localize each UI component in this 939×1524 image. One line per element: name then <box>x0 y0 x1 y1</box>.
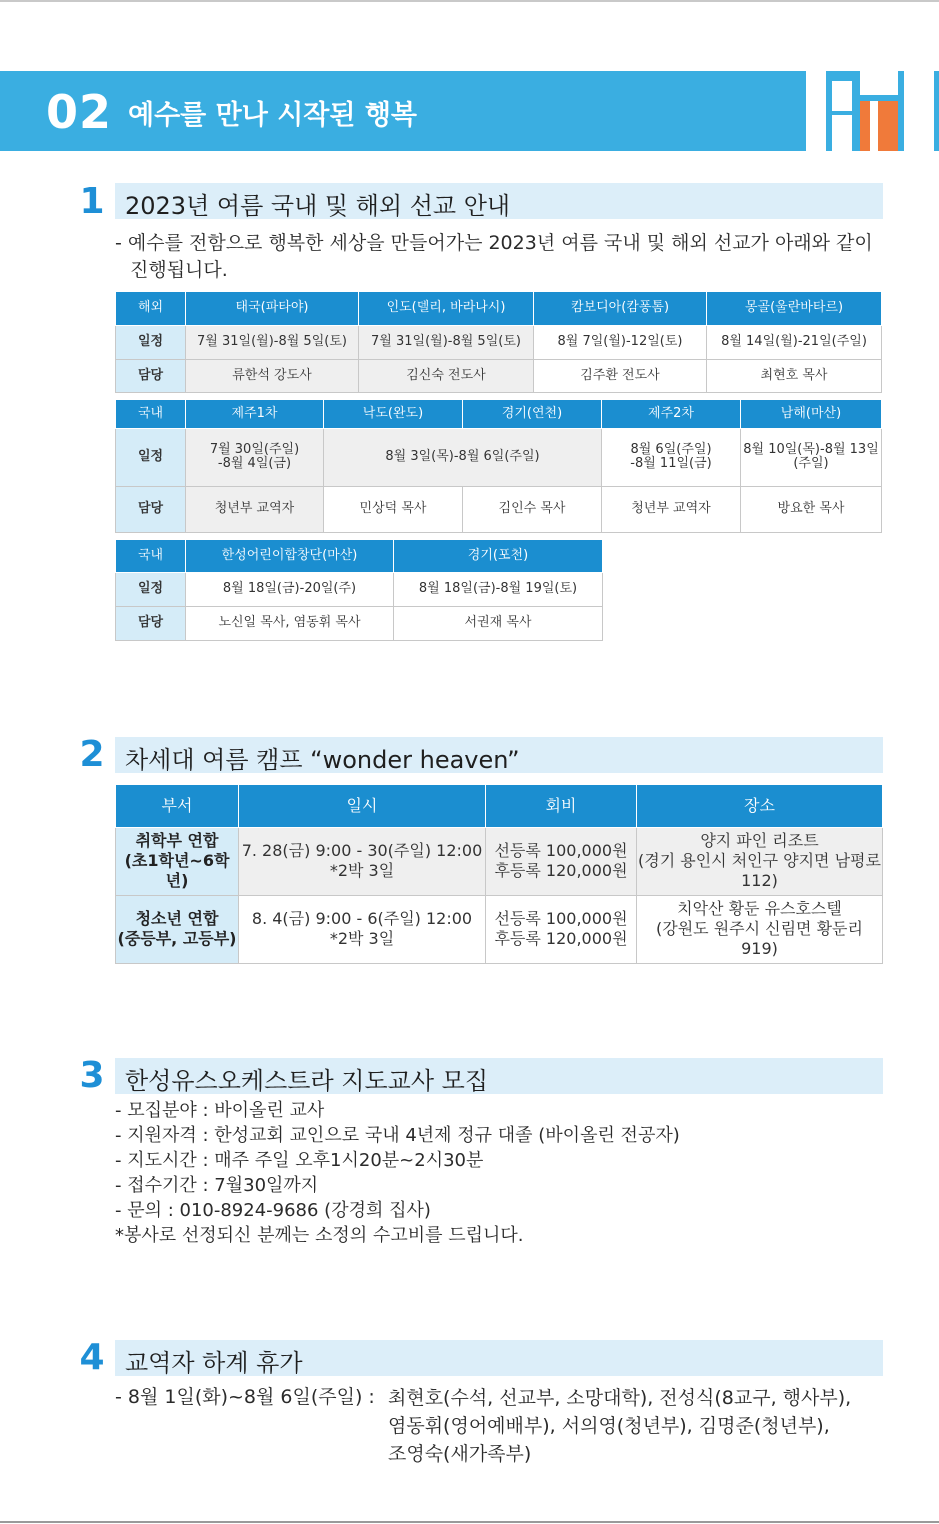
section-2-title: 차세대 여름 캠프 “wonder heaven” <box>125 746 520 774</box>
table-cell <box>637 827 883 895</box>
list-item: - 지원자격 : 한성교회 교인으로 국내 4년제 정규 대졸 (바이올린 전공자) <box>115 1125 680 1146</box>
vacation-date: - 8월 1일(화)~8월 6일(주일) : <box>115 1386 375 1408</box>
table-header-cell: 일시 <box>239 785 486 827</box>
table-header-cell: 캄보디아(캄퐁톰) <box>534 292 707 325</box>
table-cell: 8월 18일(금)-20일(주) <box>186 572 394 606</box>
table-row <box>116 827 883 895</box>
table-cell <box>239 895 486 963</box>
cell-line: (초1학년~6학년) <box>124 851 230 890</box>
domestic-mission-table <box>115 400 882 533</box>
table-header-cell: 인도(델리, 바라나시) <box>359 292 534 325</box>
table-header-row <box>116 292 882 325</box>
table-cell: 청년부 교역자 <box>186 486 324 532</box>
table-cell: 서권재 목사 <box>394 606 603 640</box>
table-cell: 김신숙 전도사 <box>359 359 534 392</box>
table-header-cell: 경기(연천) <box>463 400 602 428</box>
table-cell: 방요한 목사 <box>741 486 882 532</box>
table-header-cell: 경기(포천) <box>394 540 603 572</box>
list-item: 조영숙(새가족부) <box>388 1443 532 1465</box>
cell-line: 8월 6일(주일) <box>630 442 712 457</box>
table-row <box>116 572 603 606</box>
cell-line: (강원도 원주시 신림면 황둔리 919) <box>656 919 863 958</box>
church-logo-icon <box>800 71 939 151</box>
table-header-cell: 장소 <box>637 785 883 827</box>
table-cell: 8월 14일(월)-21일(주일) <box>707 325 882 359</box>
row-label: 일정 <box>116 325 186 359</box>
section-3-title-bar <box>115 1058 883 1094</box>
table-cell: 8월 3일(목)-8월 6일(주일) <box>324 428 602 486</box>
list-item: - 지도시간 : 매주 주일 오후1시20분~2시30분 <box>115 1150 484 1171</box>
table-cell <box>486 827 637 895</box>
vacation-staff-list <box>388 1384 851 1468</box>
cell-line: *2박 3일 <box>329 861 395 880</box>
table-row <box>116 895 883 963</box>
row-label: 담당 <box>116 486 186 532</box>
table-header-cell: 낙도(완도) <box>324 400 463 428</box>
camp-table <box>115 785 883 964</box>
table-header-cell: 태국(파타야) <box>186 292 359 325</box>
section-1-intro-line2: 진행됩니다. <box>130 259 228 281</box>
row-label <box>116 827 239 895</box>
table-header-cell: 해외 <box>116 292 186 325</box>
cell-line: 치악산 황둔 유스호스텔 <box>677 899 842 918</box>
table-cell <box>486 895 637 963</box>
table-header-row <box>116 785 883 827</box>
table-cell <box>637 895 883 963</box>
table-cell: 최현호 목사 <box>707 359 882 392</box>
table-header-cell: 몽골(울란바타르) <box>707 292 882 325</box>
list-item: 염동휘(영어예배부), 서의영(청년부), 김명준(청년부), <box>388 1415 830 1437</box>
section-2-title-bar <box>115 737 883 773</box>
section-1-title-bar <box>115 183 883 219</box>
cell-line: (중등부, 고등부) <box>117 929 237 948</box>
cell-line: (경기 용인시 처인구 양지면 남평로 112) <box>638 851 881 890</box>
table-row <box>116 606 603 640</box>
table-header-cell: 한성어린이합창단(마산) <box>186 540 394 572</box>
cell-line: 청소년 연합 <box>135 909 219 928</box>
cell-line: 취학부 연합 <box>135 831 219 850</box>
section-4-title: 교역자 하계 휴가 <box>125 1349 303 1377</box>
overseas-mission-table <box>115 292 882 393</box>
table-header-cell: 제주1차 <box>186 400 324 428</box>
cell-line: 후등록 120,000원 <box>494 929 628 948</box>
section-3-title: 한성유스오케스트라 지도교사 모집 <box>125 1067 489 1095</box>
banner-title: 예수를 만나 시작된 행복 <box>128 100 418 131</box>
banner-number: 02 <box>46 85 113 139</box>
row-label <box>116 895 239 963</box>
table-header-cell: 국내 <box>116 540 186 572</box>
table-header-cell: 남해(마산) <box>741 400 882 428</box>
table-cell: 8월 18일(금)-8월 19일(토) <box>394 572 603 606</box>
row-label: 담당 <box>116 606 186 640</box>
list-item: - 접수기간 : 7월30일까지 <box>115 1175 319 1196</box>
row-label: 일정 <box>116 572 186 606</box>
domestic-mission-table-2 <box>115 540 603 641</box>
table-cell: 8월 7일(월)-12일(토) <box>534 325 707 359</box>
table-cell: 7월 31일(월)-8월 5일(토) <box>186 325 359 359</box>
table-cell: 8월 10일(목)-8월 13일(주일) <box>741 428 882 486</box>
table-row <box>116 359 882 392</box>
row-label: 일정 <box>116 428 186 486</box>
cell-line: -8월 11일(금) <box>630 456 712 471</box>
section-4-number: 4 <box>79 1337 105 1378</box>
section-2-number: 2 <box>79 734 105 775</box>
section-1-intro-line1: - 예수를 전함으로 행복한 세상을 만들어가는 2023년 여름 국내 및 해외 선교가 아래와 같이 <box>115 232 873 254</box>
cell-line: 선등록 100,000원 <box>494 909 628 928</box>
table-cell: 류한석 강도사 <box>186 359 359 392</box>
table-row <box>116 486 882 532</box>
table-header-row <box>116 400 882 428</box>
table-cell <box>186 428 324 486</box>
table-header-row <box>116 540 603 572</box>
list-item: *봉사로 선정되신 분께는 소정의 수고비를 드립니다. <box>115 1225 524 1246</box>
cell-line: 7월 30일(주일) <box>209 442 300 457</box>
table-header-cell: 제주2차 <box>602 400 741 428</box>
table-cell: 민상덕 목사 <box>324 486 463 532</box>
table-cell <box>602 428 741 486</box>
list-item: - 문의 : 010-8924-9686 (강경희 집사) <box>115 1200 431 1221</box>
section-4-title-bar <box>115 1340 883 1376</box>
cell-line: *2박 3일 <box>329 929 395 948</box>
cell-line: 후등록 120,000원 <box>494 861 628 880</box>
list-item: - 모집분야 : 바이올린 교사 <box>115 1100 325 1121</box>
bottom-rule <box>0 1521 939 1523</box>
section-banner <box>0 71 939 151</box>
table-cell: 김인수 목사 <box>463 486 602 532</box>
table-cell <box>239 827 486 895</box>
table-cell: 노신일 목사, 염동휘 목사 <box>186 606 394 640</box>
section-1-title: 2023년 여름 국내 및 해외 선교 안내 <box>125 192 511 220</box>
table-row <box>116 325 882 359</box>
cell-line: 7. 28(금) 9:00 - 30(주일) 12:00 <box>241 841 483 860</box>
cell-line: 선등록 100,000원 <box>494 841 628 860</box>
cell-line: 양지 파인 리조트 <box>700 831 819 850</box>
recruit-info-list <box>115 1098 680 1248</box>
table-header-cell: 회비 <box>486 785 637 827</box>
table-cell: 김주환 전도사 <box>534 359 707 392</box>
section-1-number: 1 <box>79 181 105 222</box>
table-cell: 청년부 교역자 <box>602 486 741 532</box>
list-item: 최현호(수석, 선교부, 소망대학), 전성식(8교구, 행사부), <box>388 1387 852 1409</box>
section-3-number: 3 <box>79 1055 105 1096</box>
table-cell: 7월 31일(월)-8월 5일(토) <box>359 325 534 359</box>
table-row <box>116 428 882 486</box>
table-header-cell: 부서 <box>116 785 239 827</box>
cell-line: 8. 4(금) 9:00 - 6(주일) 12:00 <box>251 909 473 928</box>
cell-line: -8월 4일(금) <box>217 456 292 471</box>
row-label: 담당 <box>116 359 186 392</box>
top-rule <box>0 0 939 2</box>
table-header-cell: 국내 <box>116 400 186 428</box>
